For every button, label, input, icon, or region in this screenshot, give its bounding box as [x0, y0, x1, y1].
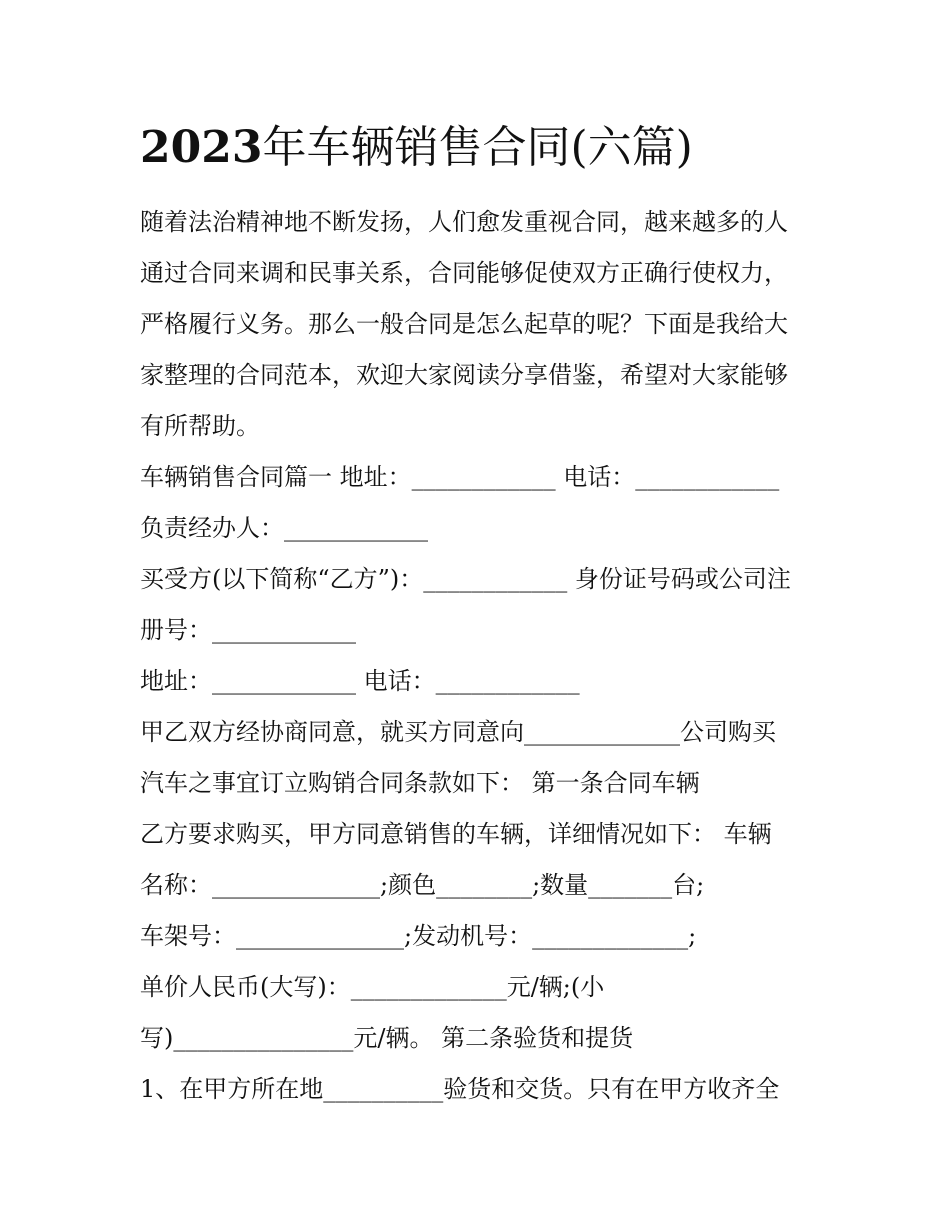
paragraph-line: 车辆销售合同篇一 地址：____________ 电话：____________ [140, 463, 780, 491]
paragraph-line: 1、在甲方所在地__________验货和交货。只有在甲方收齐全 [140, 1075, 780, 1103]
paragraph-line: 车架号：______________;发动机号：_____________; [140, 922, 697, 950]
title-text: 年车辆销售合同(六篇) [262, 122, 693, 173]
paragraph-line: 买受方(以下简称“乙方”)：____________ 身份证号码或公司注 [140, 565, 791, 593]
paragraph-line: 地址：____________ 电话：____________ [140, 667, 580, 695]
paragraph-line: 乙方要求购买，甲方同意销售的车辆，详细情况如下： 车辆 [140, 820, 772, 848]
paragraph-line: 通过合同来调和民事关系，合同能够促使双方正确行使权力， [140, 259, 788, 287]
paragraph-line: 严格履行义务。那么一般合同是怎么起草的呢？下面是我给大 [140, 310, 788, 338]
paragraph-line: 写)_______________元/辆。 第二条验货和提货 [140, 1024, 634, 1052]
document-title [140, 118, 693, 178]
paragraph-line: 有所帮助。 [140, 412, 260, 440]
paragraph-line: 单价人民币(大写)：_____________元/辆;(小 [140, 973, 605, 1001]
paragraph-line: 汽车之事宜订立购销合同条款如下： 第一条合同车辆 [140, 769, 700, 797]
paragraph-line: 负责经办人：____________ [140, 514, 428, 542]
paragraph-line: 册号：____________ [140, 616, 356, 644]
paragraph-line: 名称：______________;颜色________;数量_______台; [140, 871, 705, 899]
paragraph-line: 随着法治精神地不断发扬，人们愈发重视合同，越来越多的人 [140, 208, 788, 236]
paragraph-line: 甲乙双方经协商同意，就买方同意向_____________公司购买 [140, 718, 776, 746]
title-year: 2023 [140, 122, 263, 173]
paragraph-line: 家整理的合同范本，欢迎大家阅读分享借鉴，希望对大家能够 [140, 361, 788, 389]
